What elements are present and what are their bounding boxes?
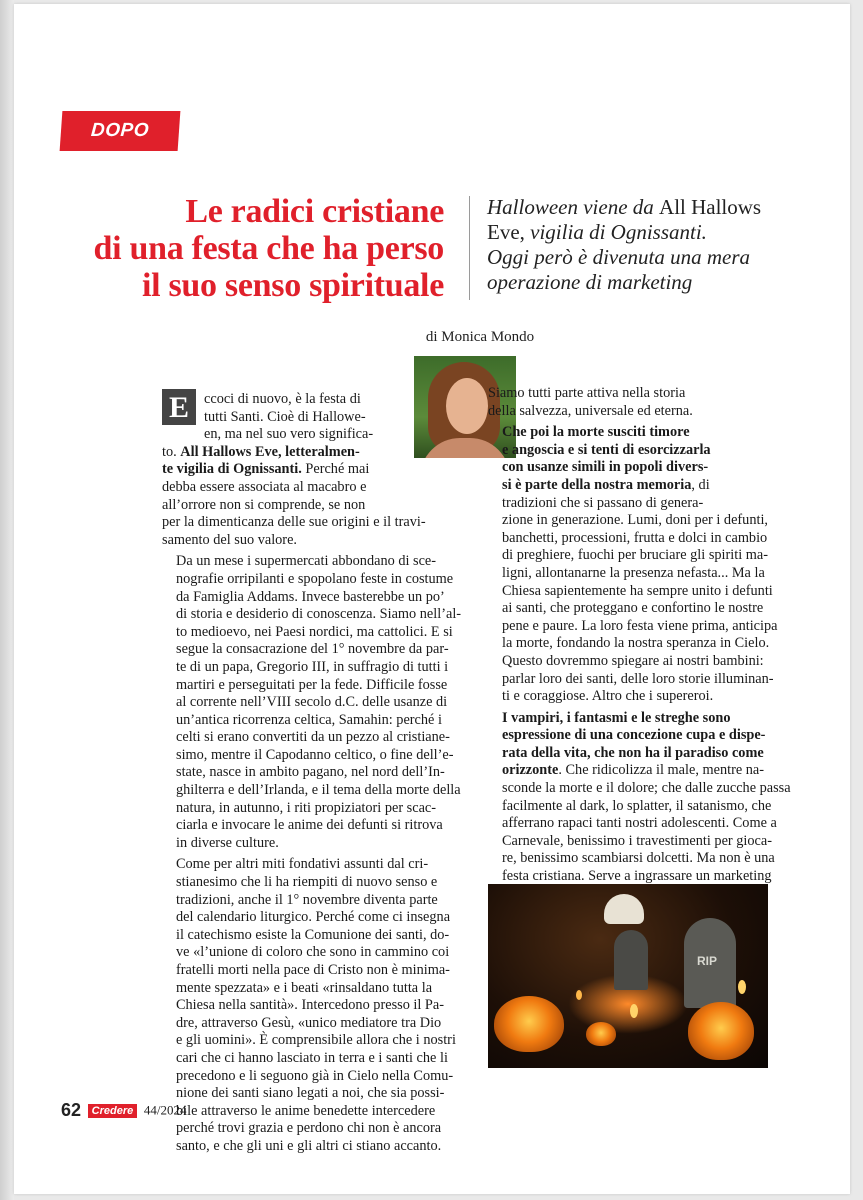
text-line: celti si erano convertiti da un pezzo al cristiane-: [176, 729, 450, 746]
text-run: , di: [691, 476, 710, 493]
text-line: te di un papa, Gregorio III, in suffragio di tutti i: [176, 658, 449, 675]
paragraph: [162, 391, 452, 549]
text-line: perché trovi grazia e perdono chi non è ancora: [176, 1120, 442, 1137]
text-line: Da un mese i supermercati abbondano di sce-: [176, 553, 437, 570]
text-line: fratelli morti nella pace di Cristo non è minima-: [176, 962, 450, 978]
text-line: ve «l’unione di coloro che sono in cammino coi: [176, 944, 450, 961]
bold-run: All Hallows Eve, letteralmen-: [180, 443, 360, 460]
text-run: . Che ridicolizza il male, mentre na-: [558, 762, 765, 779]
text-line: martiri e perseguitati per la fede. Difficile fosse: [176, 676, 448, 693]
text-line: parlar loro dei santi, delle loro storie illuminan-: [502, 670, 774, 687]
headline-line: Le radici cristiane: [185, 193, 444, 230]
candle-light: [576, 990, 582, 1000]
text-line: in diverse culture.: [176, 834, 279, 851]
text-line: tutti Santi. Cioè di Hallowe-: [204, 408, 366, 425]
text-line: della salvezza, universale ed eterna.: [488, 402, 693, 419]
text-line: santo, e che gli uni e gli altri ci stiano accanto.: [176, 1137, 442, 1154]
paragraph: [488, 424, 782, 706]
text-line: to medioevo, nei Paesi nordici, ma cattolici. E si: [176, 623, 453, 640]
text-line: sconde la morte e il dolore; che dalle zucche passa: [502, 780, 791, 797]
text-line: facilmente al dark, lo splatter, il satanismo, che: [502, 797, 772, 814]
text-line: mente spezzata» e i beati «rinsaldano tutta la: [176, 979, 433, 996]
subhead-italic: Oggi però è divenuta una mera: [487, 245, 751, 269]
text-line: al corrente nell’VIII secolo d.C. delle usanze di: [176, 694, 448, 711]
text-line: Carnevale, benissimo i travestimenti per gioca-: [502, 832, 772, 849]
subheadline: [487, 195, 817, 295]
text-line: en, ma nel suo vero significa-: [204, 426, 374, 443]
text-line: tradizioni, anche il 1° novembre diventa parte: [176, 891, 438, 908]
text-line: ligni, allontanarne la presenza nefasta... Ma la: [502, 564, 765, 581]
bold-run: si è parte della nostra memoria: [502, 476, 692, 493]
article-column-right: [488, 385, 791, 921]
paragraph: [162, 553, 462, 852]
text-line: banchetti, processioni, frutta e dolci in cambio: [502, 529, 768, 546]
subhead-italic: vigilia di Ognissanti.: [530, 220, 707, 244]
text-line: il catechismo esiste la Comunione dei santi, do-: [176, 926, 450, 943]
subhead-roman: All Hallows: [659, 195, 762, 219]
candle-light: [738, 980, 746, 994]
drop-cap: E: [162, 389, 196, 425]
candle-light: [630, 1004, 638, 1018]
text-line: ciarla e invocare le anime dei defunti si ritrova: [176, 817, 443, 834]
text-line: state, nasce in ambito pagano, nel nord dell’In-: [176, 764, 445, 781]
text-run: to.: [162, 443, 181, 460]
text-line: afferrano rapaci tanti nostri adolescenti. Come a: [502, 815, 777, 832]
paragraph: [488, 385, 782, 420]
tombstone-text: RIP: [697, 954, 718, 968]
text-line: simo, mentre il Capodanno celtico, o fine dell’e-: [176, 746, 454, 763]
text-line: ai santi, che proteggano e confortino le nostre: [502, 600, 764, 617]
text-line: per la dimenticanza delle sue origini e il travi-: [162, 514, 426, 531]
text-line: stianesimo che li ha riempiti di nuovo senso e: [176, 874, 438, 891]
text-line: ccoci di nuovo, è la festa di: [204, 391, 361, 407]
page-footer: [61, 1100, 186, 1121]
text-line: del calendario liturgico. Perché come ci insegna: [176, 909, 451, 926]
bold-run: te vigilia di Ognissanti.: [162, 461, 302, 478]
bold-line: e angoscia e si tenti di esorcizzarla: [502, 441, 711, 458]
text-line: Come per altri miti fondativi assunti dal cri-: [176, 856, 429, 873]
bold-line: con usanze simili in popoli divers-: [502, 459, 709, 476]
bold-line: rata della vita, che non ha il paradiso come: [502, 744, 764, 761]
text-line: di preghiere, fuochi per bruciare gli spiriti ma-: [502, 547, 768, 564]
jack-o-lantern: [586, 1022, 616, 1046]
ghost-decoration: [604, 894, 644, 924]
text-line: Questo dovremmo spiegare ai nostri bambini:: [502, 652, 764, 669]
headline-line: di una festa che ha perso: [93, 230, 444, 267]
text-line: natura, in autunno, i riti propiziatori per scac-: [176, 799, 437, 816]
page-number: 62: [61, 1100, 82, 1120]
text-line: Siamo tutti parte attiva nella storia: [488, 385, 686, 401]
text-line: festa cristiana. Serve a ingrassare un marketing: [502, 868, 772, 885]
subhead-italic: Halloween viene da: [487, 195, 660, 219]
text-line: ghilterra e dell’Irlanda, e il tema della morte della: [176, 782, 461, 799]
text-line: segue la consacrazione del 1° novembre da par-: [176, 641, 449, 658]
headline-line: il suo senso spirituale: [142, 267, 444, 304]
article-column-left: [162, 374, 462, 1156]
bold-run: orizzonte: [502, 762, 559, 779]
text-line: ti e coraggiose. Altro che i supereroi.: [502, 688, 714, 705]
text-line: Chiesa sapientemente ha sempre unito i defunti: [502, 582, 773, 599]
text-line: nografie orripilanti e spopolano feste in costume: [176, 570, 454, 587]
text-line: nione dei santi siano legati a noi, che sia possi-: [176, 1085, 445, 1102]
magazine-logo: Credere: [88, 1104, 138, 1118]
headline: [60, 193, 444, 304]
text-line: la morte, fondando la nostra speranza in Cielo.: [502, 635, 770, 652]
issue-number: 44/2024: [143, 1102, 187, 1118]
text-line: un’antica ricorrenza celtica, Samahin: perché i: [176, 711, 442, 728]
tombstone: [614, 930, 648, 990]
bold-line: Che poi la morte susciti timore: [502, 424, 690, 441]
text-line: cari che ci hanno lasciato in terra e i santi che li: [176, 1049, 448, 1066]
text-line: all’orrore non si comprende, se non: [162, 496, 366, 513]
subhead-italic: operazione di marketing: [487, 270, 693, 294]
text-line: Chiesa nella santità». Intercedono presso il Pa-: [176, 997, 444, 1014]
text-line: da Famiglia Addams. Invece basterebbe un po’: [176, 588, 445, 605]
section-tag: DOPO TUTTO: [60, 111, 181, 151]
text-line: di storia e desiderio di conoscenza. Siamo nell’al-: [176, 606, 462, 623]
author-face: [446, 378, 488, 434]
subhead-roman: Eve,: [487, 220, 531, 244]
text-line: samento del suo valore.: [162, 531, 297, 548]
text-line: bile attraverso le anime benedette intercedere: [176, 1102, 436, 1119]
text-line: zione in generazione. Lumi, doni per i defunti,: [502, 512, 768, 529]
text-line: precedono e li seguono già in Cielo nella Comu-: [176, 1067, 454, 1084]
jack-o-lantern: [688, 1002, 754, 1060]
text-line: pene e paure. La loro festa viene prima, anticipa: [502, 617, 778, 634]
bold-line: I vampiri, i fantasmi e le streghe sono: [502, 709, 731, 726]
paragraph: [162, 856, 456, 1155]
page-gutter-shadow: [0, 0, 14, 1200]
text-line: tradizioni che si passano di genera-: [502, 494, 704, 511]
text-line: debba essere associata al macabro e: [162, 478, 367, 495]
text-line: re, benissimo scambiarsi dolcetti. Ma non è una: [502, 850, 775, 867]
jack-o-lantern: [494, 996, 564, 1052]
text-run: Perché mai: [301, 461, 370, 478]
byline: di Monica Mondo: [425, 329, 535, 345]
bold-line: espressione di una concezione cupa e dispe-: [502, 727, 766, 744]
text-line: dre, attraverso Gesù, «unico mediatore tra Dio: [176, 1014, 442, 1031]
halloween-photo: [488, 884, 768, 1068]
text-line: e gli uomini». È comprensibile allora che i nostri: [176, 1032, 456, 1049]
title-divider: [469, 196, 470, 300]
